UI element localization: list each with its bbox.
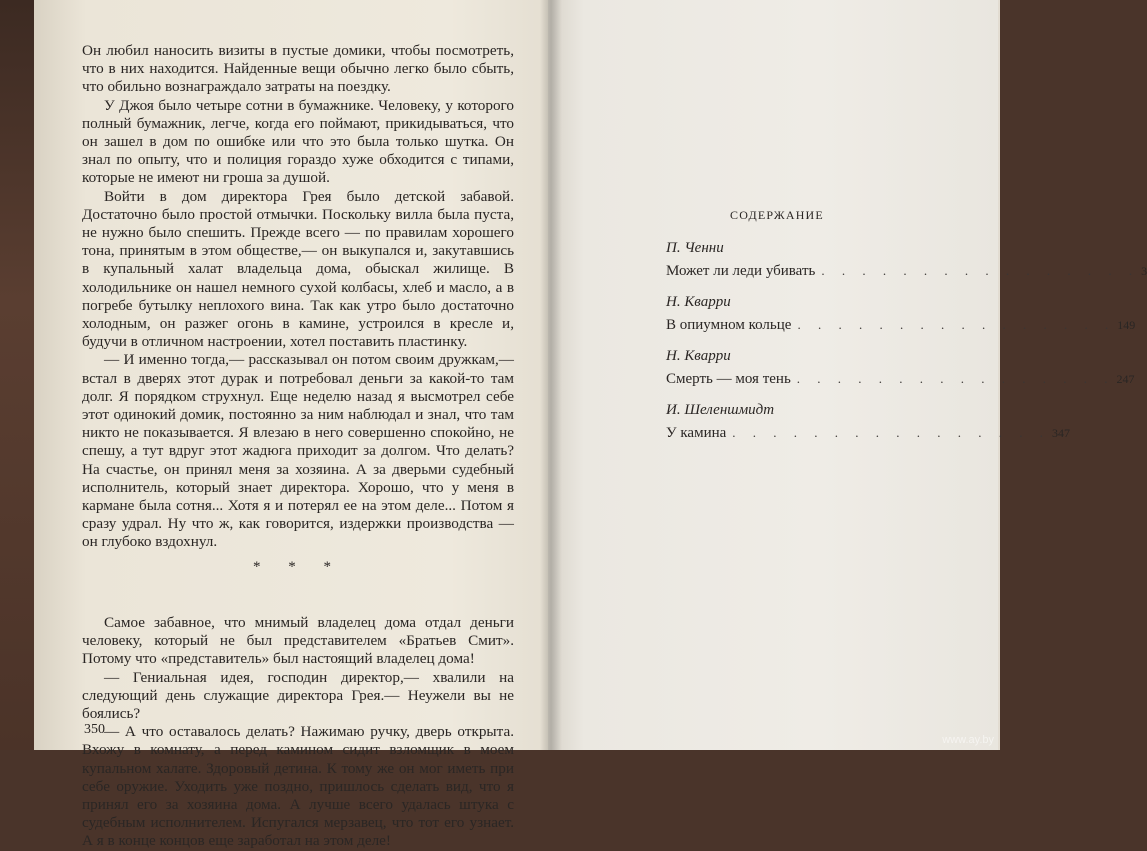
toc-leader: . . . . . . . . . . . . . . . . [732,425,1051,440]
toc-title: Смерть — моя тень [666,371,791,387]
watermark: www.ay.by [942,734,994,746]
toc-page: 149 [1117,318,1136,332]
toc-author: П. Ченни [666,240,724,256]
toc-entry [666,313,1136,337]
toc-leader: . . . . . . . . . . . . . . . . [797,317,1116,332]
toc-author: Н. Кварри [666,294,731,310]
book-gutter [540,0,562,750]
toc-page: 247 [1116,372,1135,386]
section-separator: * * * [253,558,343,575]
toc-author: И. Шеленшмидт [666,402,775,418]
toc-page: 347 [1052,426,1071,440]
paragraph: Он любил наносить визиты в пустые домики, чтобы посмотреть, что в них находится. Найденные вещи обычно легко было сбыть, что обильно вознаграждало затраты на поездку. [82,42,514,96]
toc-entry [666,367,1135,391]
toc-author: Н. Кварри [666,348,731,364]
paragraph: — А что оставалось делать? Нажимаю ручку, дверь открыта. Вхожу в комнату, а перед камином сидит взломщик в моем купальном халате. Здоровый детина. К тому же он мог иметь при себе оружие. Уходить уже поздно, пришлось сделать вид, что я принял его за хозяина дома. А лучше всего удалась штука с судебным исполнителем. Испугался мерзавец, что тот его узнает. А я в конце концов еще заработал на этом деле! [82,723,514,850]
toc-page: 3 [1141,264,1147,278]
paragraph: Самое забавное, что мнимый владелец дома отдал деньги человеку, который не был представителем «Братьев Смит». Потому что «представитель» был настоящий владелец дома! [82,613,514,668]
toc-heading: СОДЕРЖАНИЕ [730,208,824,222]
paragraph: — И именно тогда,— рассказывал он потом своим дружкам,— встал в дверях этот дурак и потребовал деньги за какой-то там долг. Я порядком струхнул. Еще неделю назад я высмотрел себе этот одинокий домик, постоянно за ним наблюдал и знал, что там никто не показывается. Я влезаю в него совершенно спокойно, не спешу, а тут вдруг этот жадюга приходит за долгом. Что делать? На счастье, он принял меня за хозяина. А за дверьми судебный исполнитель, который знает директора. Хорошо, что у меня в кармане была сотня... Хотя я и потерял ее на этом деле... Потом я сразу удрал. Ну что ж, как говорится, издержки производства — он глубоко вздохнул. [82,351,514,551]
table-of-contents [666,208,1147,453]
paragraph: У Джоя было четыре сотни в бумажнике. Человеку, у которого полный бумажник, легче, когда его поймают, прикидываться, что он зашел в дом по ошибке или что это была только шутка. Он знал по опыту, что и полиция гораздо хуже обходится с типами, которые не имеют ни гроша за душой. [82,96,514,187]
left-page-text [82,42,514,851]
toc-leader: . . . . . . . . . . . . . . . . [821,263,1140,278]
toc-title: У камина [666,425,727,441]
toc-leader: . . . . . . . . . . . . . . . . [796,371,1115,386]
toc-title: Может ли леди убивать [666,263,816,279]
toc-title: В опиумном кольце [666,317,792,333]
paragraph: — Гениальная идея, господин директор,— хвалили на следующий день служащие директора Грея.— Неужели вы не боялись? [82,668,514,722]
toc-entry [666,259,1147,283]
toc-entry [666,421,1071,445]
page-number: 350 [84,722,105,737]
paragraph: Войти в дом директора Грея было детской забавой. Достаточно было простой отмычки. Поскольку вилла была пуста, не нужно было спешить. Прежде всего — по правилам хорошего тона, принятым в этом обществе,— он выкупался и, закутавшись в купальный халат владельца дома, обыскал жилище. В холодильнике он нашел немного сухой колбасы, хлеб и масло, а в погребе бутылку неплохого вина. Так как утро было достаточно холодным, он разжег огонь в камине, устроился в кресле и, будучи в отличном настроении, хотел поставить пластинку. [82,187,514,351]
